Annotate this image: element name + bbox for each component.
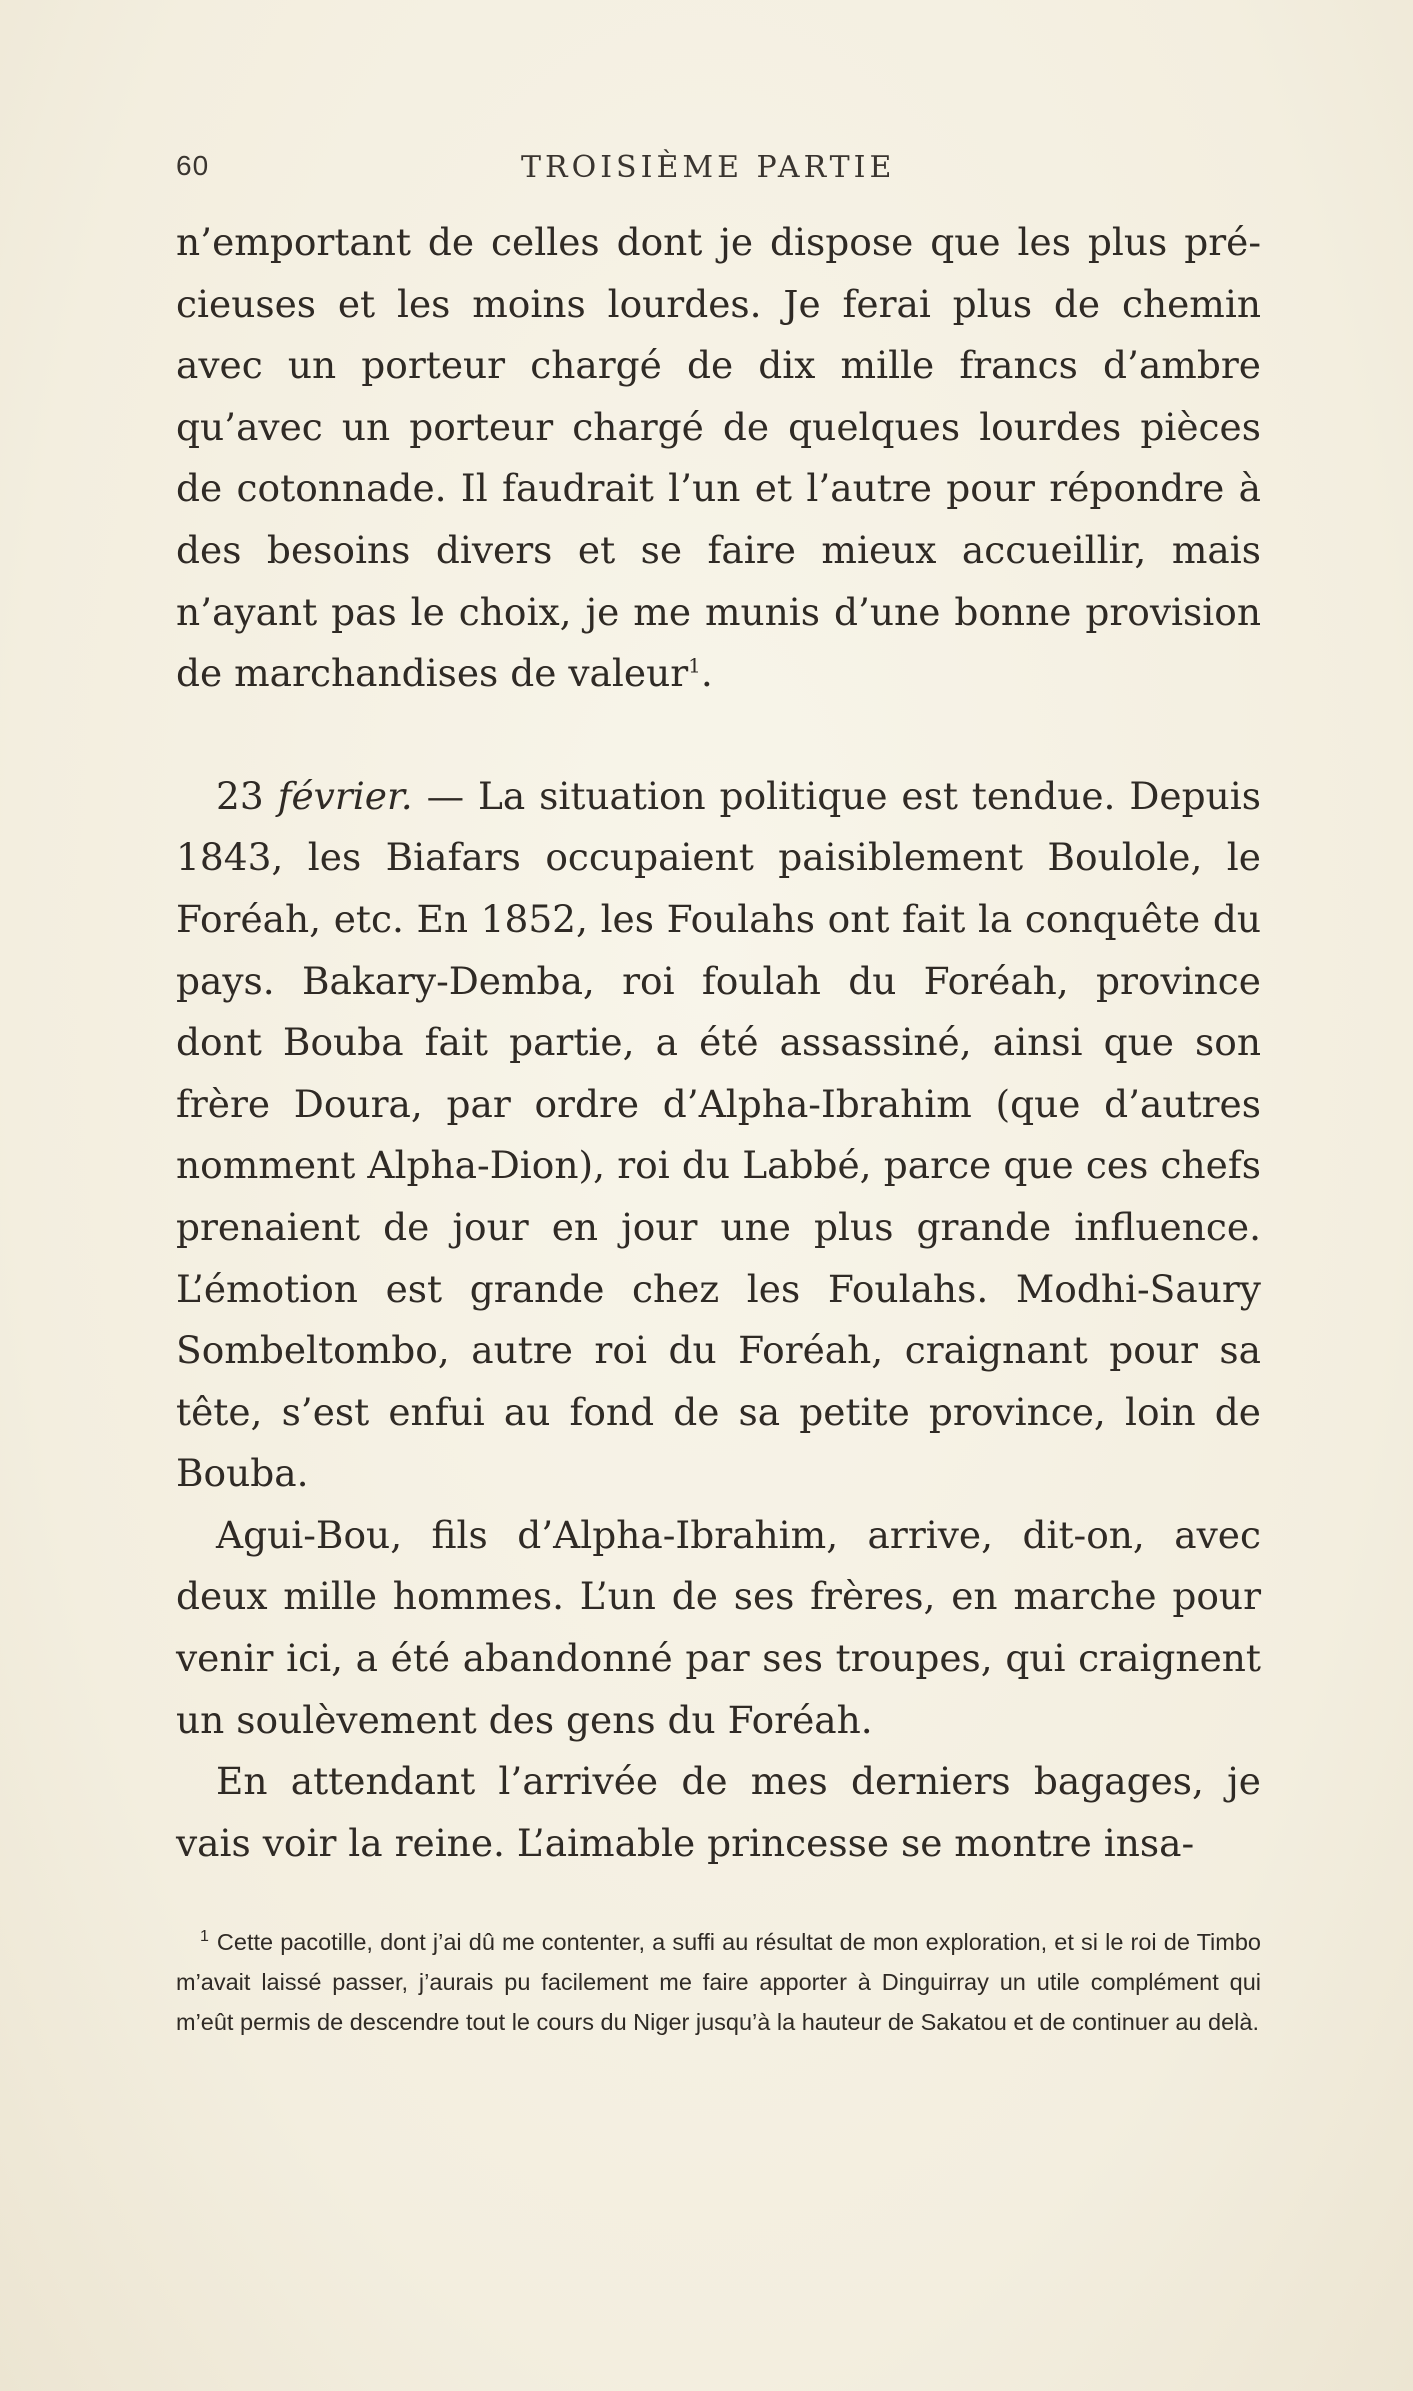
- paragraph: [176, 1505, 1261, 1751]
- paragraph-text: — La situation politique est tendue. Depuis 1843, les Biafars occupaient paisiblement Boulole, le Foréah, etc. En 1852, les Foulahs ont fait la conquête du pays. Bakary-Demba, roi foulah du Foréah, province dont Bouba fait partie, a été assassiné, ainsi que son frère Doura, par ordre d’Alpha-Ibrahim (que d’autres nomment Alpha-Dion), roi du Labbé, parce que ces chefs prenaient de jour en jour une plus grande influence. L’émotion est grande chez les Foulahs. Modhi-Saury Sombeltombo, autre roi du Foréah, craignant pour sa tête, s’est enfui au fond de sa petite province, loin de Bouba.: [176, 773, 1261, 1496]
- paragraph: [176, 1751, 1261, 1874]
- page-header: [176, 150, 1261, 190]
- footnote-marker: 1: [200, 1928, 209, 1946]
- footnote-reference: 1: [688, 653, 701, 678]
- paragraph-gap: [176, 705, 1261, 766]
- footnote: [176, 1922, 1261, 2042]
- date-number: 23: [216, 773, 264, 818]
- body-text: [176, 212, 1261, 1874]
- paragraph-text: En attendant l’arrivée de mes derniers bagages, je vais voir la reine. L’aimable princesse se montre insa-: [176, 1759, 1261, 1865]
- paragraph: [176, 766, 1261, 1505]
- page-number: 60: [176, 150, 210, 181]
- paragraph-end: .: [700, 651, 713, 696]
- footnote-text: Cette pacotille, dont j’ai dû me contenter, a suffi au résultat de mon exploration, et si le roi de Timbo m’avait laissé passer, j’aurais pu facilement me faire apporter à Dinguirray un utile complément qui m’eût permis de descendre tout le cours du Niger jusqu’à la hauteur de Sakatou et de continuer au delà.: [176, 1929, 1261, 2035]
- paragraph-text: n’emportant de celles dont je dispose que les plus précieuses et les moins lourdes. Je ferai plus de chemin avec un porteur chargé de dix mille francs d’ambre qu’avec un porteur chargé de quelques lourdes pièces de cotonnade. Il faudrait l’un et l’autre pour répondre à des besoins divers et se faire mieux accueillir, mais n’ayant pas le choix, je me munis d’une bonne provision de marchandises de valeur: [176, 220, 1261, 696]
- date-month: février.: [277, 773, 413, 818]
- paragraph-text: Agui-Bou, fils d’Alpha-Ibrahim, arrive, dit-on, avec deux mille hommes. L’un de ses frères, en marche pour venir ici, a été abandonné par ses troupes, qui craignent un soulèvement des gens du Foréah.: [176, 1512, 1261, 1742]
- paragraph: [176, 212, 1261, 705]
- running-head: TROISIÈME PARTIE: [521, 150, 896, 185]
